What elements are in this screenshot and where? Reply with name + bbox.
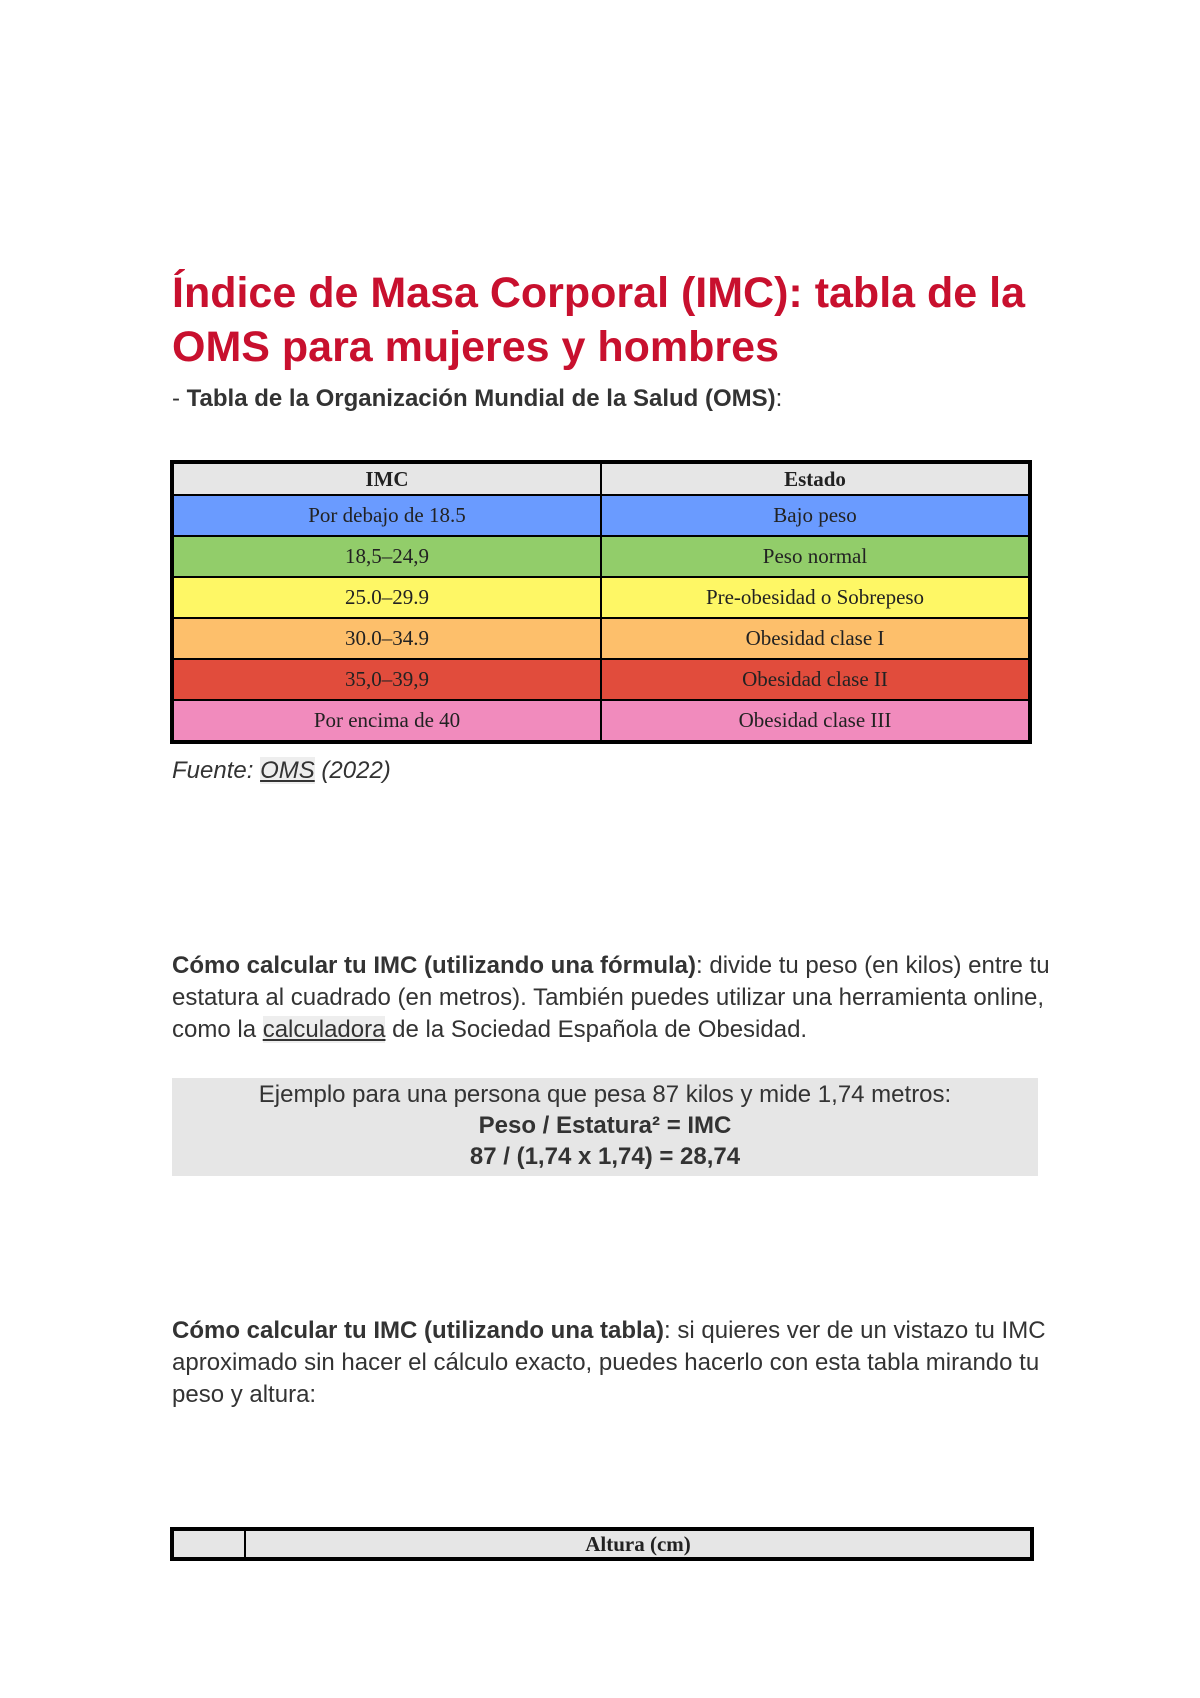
source-label: Fuente: bbox=[172, 757, 261, 784]
subtitle-bold: Tabla de la Organización Mundial de la Salud (OMS) bbox=[186, 385, 776, 412]
source-year: (2022) bbox=[314, 757, 391, 784]
estado-cell: Peso normal bbox=[601, 536, 1029, 577]
imc-range-cell: 25.0–29.9 bbox=[173, 577, 601, 618]
example-box bbox=[172, 1078, 1038, 1176]
example-line-1: Ejemplo para una persona que pesa 87 kilos y mide 1,74 metros: bbox=[258, 1081, 952, 1108]
example-formula: Peso / Estatura² = IMC bbox=[478, 1112, 732, 1139]
subtitle-suffix: : bbox=[775, 385, 783, 412]
formula-paragraph bbox=[172, 950, 1052, 1046]
source-link[interactable]: OMS bbox=[260, 757, 315, 784]
who-table-row bbox=[173, 495, 1029, 536]
who-table-row bbox=[173, 618, 1029, 659]
table-method-paragraph bbox=[172, 1315, 1052, 1411]
height-table-corner-cell bbox=[173, 1530, 245, 1558]
subtitle-prefix: - bbox=[172, 385, 187, 412]
estado-cell: Pre-obesidad o Sobrepeso bbox=[601, 577, 1029, 618]
height-table-header: Altura (cm) bbox=[245, 1530, 1031, 1558]
who-table-row bbox=[173, 536, 1029, 577]
who-table-row bbox=[173, 659, 1029, 700]
who-bmi-table bbox=[170, 460, 1032, 744]
imc-range-cell: 35,0–39,9 bbox=[173, 659, 601, 700]
imc-range-cell: Por encima de 40 bbox=[173, 700, 601, 741]
formula-text-2: de la Sociedad Española de Obesidad. bbox=[385, 1016, 808, 1043]
who-table-row bbox=[173, 700, 1029, 741]
estado-cell: Bajo peso bbox=[601, 495, 1029, 536]
table-method-heading: Cómo calcular tu IMC (utilizando una tabla) bbox=[172, 1317, 665, 1344]
height-table-header-row bbox=[173, 1530, 1031, 1558]
imc-range-cell: 30.0–34.9 bbox=[173, 618, 601, 659]
header-imc: IMC bbox=[173, 463, 601, 495]
estado-cell: Obesidad clase I bbox=[601, 618, 1029, 659]
table-method-text: : si quieres ver de un vistazo tu IMC aproximado sin hacer el cálculo exacto, puedes hacerlo con esta tabla mirando tu peso y altura: bbox=[172, 1317, 1046, 1408]
estado-cell: Obesidad clase III bbox=[601, 700, 1029, 741]
calculator-link[interactable]: calculadora bbox=[262, 1016, 386, 1043]
header-estado: Estado bbox=[601, 463, 1029, 495]
height-table bbox=[170, 1527, 1034, 1561]
subtitle bbox=[172, 384, 782, 414]
example-calculation: 87 / (1,74 x 1,74) = 28,74 bbox=[469, 1143, 741, 1170]
who-table-header-row bbox=[173, 463, 1029, 495]
who-table-row bbox=[173, 577, 1029, 618]
source-note bbox=[172, 756, 391, 786]
estado-cell: Obesidad clase II bbox=[601, 659, 1029, 700]
formula-heading: Cómo calcular tu IMC (utilizando una fórmula) bbox=[172, 952, 697, 979]
imc-range-cell: Por debajo de 18.5 bbox=[173, 495, 601, 536]
imc-range-cell: 18,5–24,9 bbox=[173, 536, 601, 577]
formula-text-1: : divide tu peso (en kilos) entre tu estatura al cuadrado (en metros). También puedes utilizar una herramienta online, como la bbox=[172, 952, 1050, 1043]
page-title: Índice de Masa Corporal (IMC): tabla de la OMS para mujeres y hombres bbox=[172, 269, 1025, 371]
